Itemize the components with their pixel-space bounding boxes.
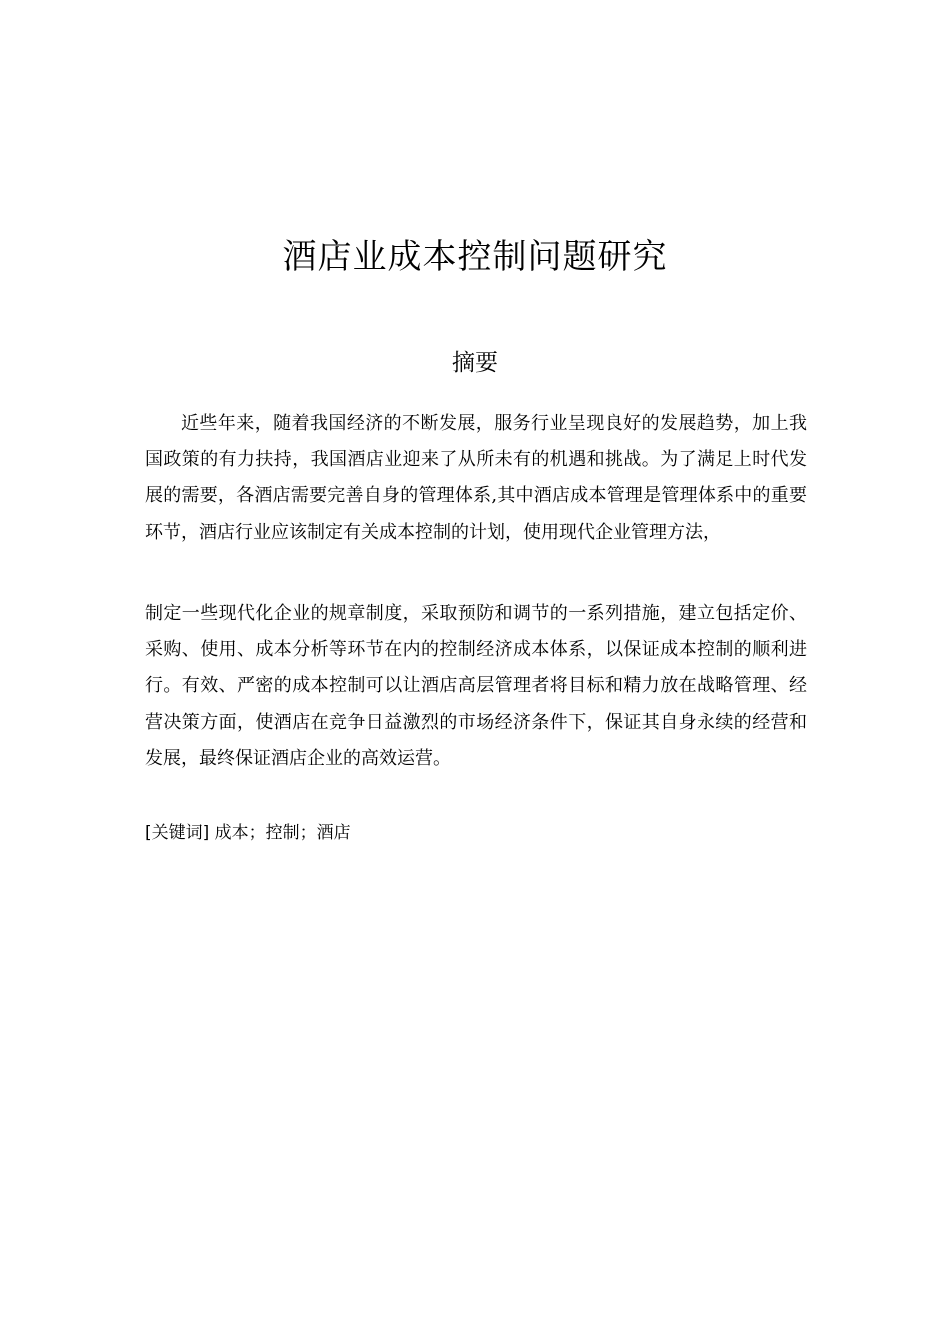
keywords-label: [关键词] (145, 823, 210, 843)
document-title: 酒店业成本控制问题研究 (282, 237, 668, 277)
keywords-values: 成本；控制；酒店 (214, 823, 351, 843)
keywords-line (145, 816, 351, 850)
abstract-paragraph-2: 制定一些现代化企业的规章制度，采取预防和调节的一系列措施，建立包括定价、采购、使用、成本分析等环节在内的控制经济成本体系，以保证成本控制的顺利进行。有效、严密的成本控制可以让酒店高层管理者将目标和精力放在战略管理、经营决策方面，使酒店在竞争日益激烈的市场经济条件下，保证其自身永续的经营和发展，最终保证酒店企业的高效运营。 (145, 603, 807, 769)
abstract-heading: 摘要 (452, 350, 498, 376)
abstract-paragraph-1: 近些年来，随着我国经济的不断发展，服务行业呈现良好的发展趋势，加上我国政策的有力扶持，我国酒店业迎来了从所未有的机遇和挑战。为了满足上时代发展的需要，各酒店需要完善自身的管理体系,其中酒店成本管理是管理体系中的重要环节，酒店行业应该制定有关成本控制的计划，使用现代企业管理方法， (145, 413, 807, 543)
